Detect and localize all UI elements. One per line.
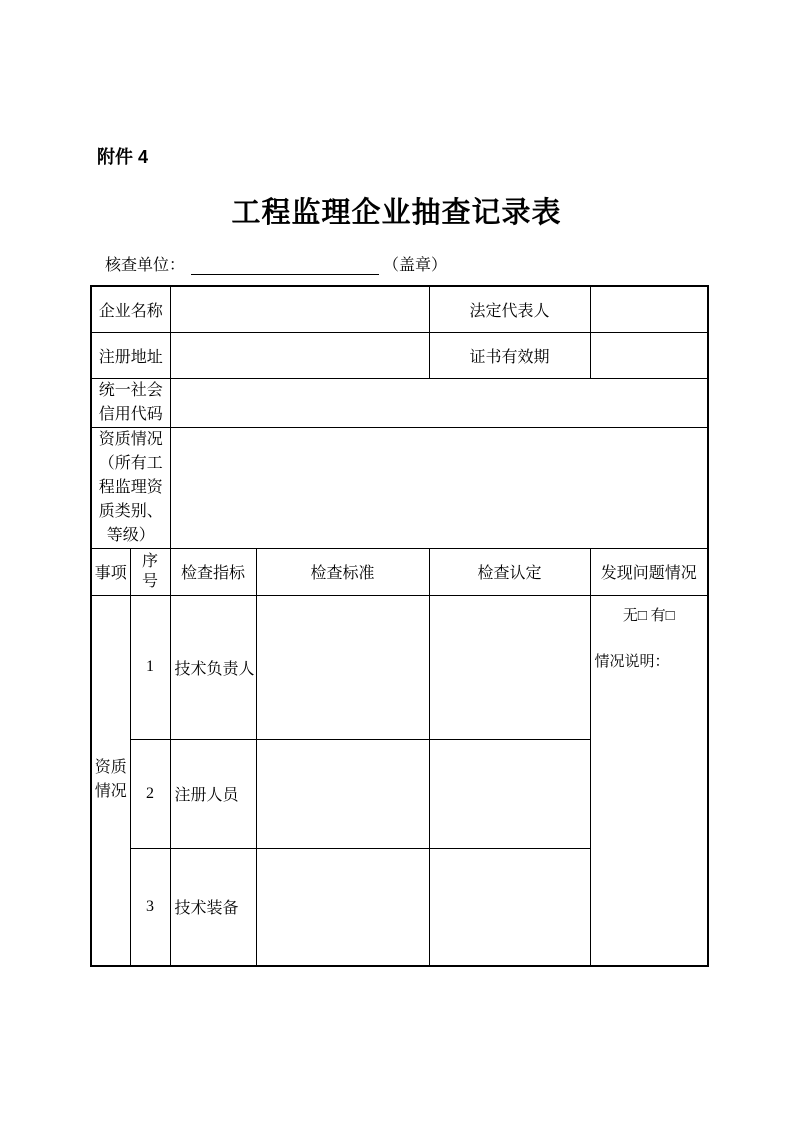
inspect-unit-blank-field[interactable] <box>191 257 379 275</box>
problem-note-label: 情况说明： <box>594 653 670 670</box>
credit-code-value[interactable] <box>170 378 708 427</box>
attachment-label: 附件 4 <box>97 147 149 167</box>
page-title: 工程监理企业抽查记录表 <box>231 197 562 229</box>
indicator-cell: 技术负责人 <box>170 595 256 739</box>
info-row-address <box>91 332 708 378</box>
legal-representative-label: 法定代表人 <box>429 286 590 332</box>
company-name-label: 企业名称 <box>91 286 170 332</box>
problem-cell[interactable] <box>590 595 708 966</box>
category-cell: 资质情况 <box>91 595 130 966</box>
inspect-unit-line <box>105 252 447 275</box>
certificate-validity-label: 证书有效期 <box>429 332 590 378</box>
info-row-qualification <box>91 427 708 548</box>
header-serial: 序号 <box>130 548 170 595</box>
standard-cell[interactable] <box>256 848 429 966</box>
legal-representative-value[interactable] <box>590 286 708 332</box>
header-determination: 检查认定 <box>429 548 590 595</box>
standard-cell[interactable] <box>256 595 429 739</box>
serial-cell: 3 <box>130 848 170 966</box>
determination-cell[interactable] <box>429 739 590 848</box>
header-problem: 发现问题情况 <box>590 548 708 595</box>
certificate-validity-value[interactable] <box>590 332 708 378</box>
credit-code-label: 统一社会信用代码 <box>91 378 170 427</box>
info-row-credit-code <box>91 378 708 427</box>
header-indicator: 检查指标 <box>170 548 256 595</box>
qualification-value[interactable] <box>170 427 708 548</box>
check-row-1 <box>91 595 708 739</box>
indicator-cell: 技术装备 <box>170 848 256 966</box>
header-standard: 检查标准 <box>256 548 429 595</box>
determination-cell[interactable] <box>429 848 590 966</box>
info-row-company <box>91 286 708 332</box>
form-table <box>90 285 709 967</box>
determination-cell[interactable] <box>429 595 590 739</box>
serial-cell: 1 <box>130 595 170 739</box>
registered-address-value[interactable] <box>170 332 429 378</box>
header-item: 事项 <box>91 548 130 595</box>
seal-label: （盖章） <box>383 257 448 274</box>
standard-cell[interactable] <box>256 739 429 848</box>
inspect-unit-label: 核查单位： <box>105 257 186 274</box>
check-table-header-row <box>91 548 708 595</box>
indicator-cell: 注册人员 <box>170 739 256 848</box>
company-name-value[interactable] <box>170 286 429 332</box>
serial-cell: 2 <box>130 739 170 848</box>
problem-options[interactable]: 无□ 有□ <box>622 607 675 624</box>
qualification-label: 资质情况（所有工程监理资质类别、等级） <box>91 427 170 548</box>
registered-address-label: 注册地址 <box>91 332 170 378</box>
